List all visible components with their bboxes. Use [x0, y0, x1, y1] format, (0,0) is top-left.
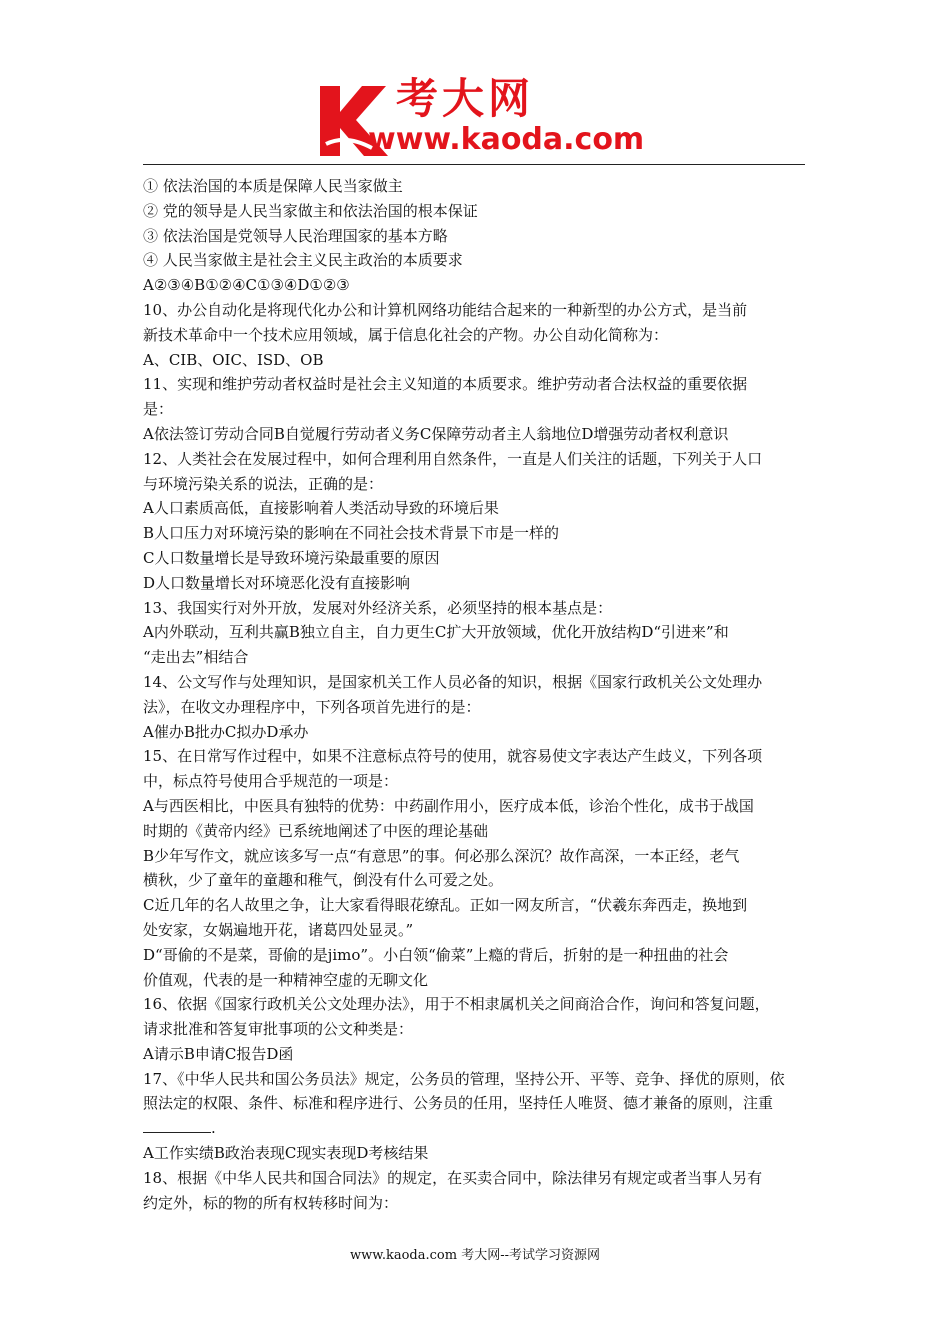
- text-line: 新技术革命中一个技术应用领域，属于信息化社会的产物。办公自动化简称为：: [143, 325, 669, 344]
- text-line: B少年写作文，就应该多写一点“有意思”的事。何必那么深沉？故作高深，一本正经，老气: [143, 846, 740, 865]
- blank-period: .: [211, 1119, 216, 1138]
- text-line: ③ 依法治国是党领导人民治理国家的基本方略: [143, 226, 448, 245]
- text-line: A②③④B①②④C①③④D①②③: [143, 276, 350, 295]
- text-line: ④ 人民当家做主是社会主义民主政治的本质要求: [143, 251, 463, 270]
- logo-brand-text: 考大网: [396, 74, 535, 123]
- text-line: 11、实现和维护劳动者权益时是社会主义知道的本质要求。维护劳动者合法权益的重要依据: [143, 375, 748, 394]
- fill-in-blank: [143, 1118, 211, 1133]
- text-line: 照法定的权限、条件、标准和程序进行、公务员的任用，坚持任人唯贤、德才兼备的原则，注重: [143, 1094, 774, 1113]
- text-line: 16、依据《国家行政机关公文处理办法》，用于不相隶属机关之间商洽合作，询问和答复问题，: [143, 995, 770, 1014]
- text-line: 15、在日常写作过程中，如果不注意标点符号的使用，就容易使文字表达产生歧义，下列各项: [143, 747, 763, 766]
- text-line: 法》，在收文办理程序中，下列各项首先进行的是：: [143, 697, 481, 716]
- text-line: A依法签订劳动合同B自觉履行劳动者义务C保障劳动者主人翁地位D增强劳动者权利意识: [143, 424, 729, 443]
- document-body: [143, 174, 807, 1215]
- kaoda-logo[interactable]: [316, 76, 646, 160]
- text-line: 价值观，代表的是一种精神空虚的无聊文化: [143, 970, 429, 989]
- text-line: 10、办公自动化是将现代化办公和计算机网络功能结合起来的一种新型的办公方式，是当前: [143, 300, 748, 319]
- text-line: D人口数量增长对环境恶化没有直接影响: [143, 573, 411, 592]
- text-line: 请求批准和答复审批事项的公文种类是：: [143, 1020, 414, 1039]
- text-line: B人口压力对环境污染的影响在不同社会技术背景下市是一样的: [143, 524, 560, 543]
- text-line: 处安家，女娲遍地开花，诸葛四处显灵。”: [143, 920, 414, 939]
- text-line: A、CIB、OIC、ISD、OB: [143, 350, 324, 369]
- text-line: 与环境污染关系的说法，正确的是：: [143, 474, 384, 493]
- text-line: C近几年的名人故里之争，让大家看得眼花缭乱。正如一网友所言，“伏羲东奔西走，换地到: [143, 896, 748, 915]
- text-line: A人口素质高低，直接影响着人类活动导致的环境后果: [143, 499, 499, 518]
- text-line: C人口数量增长是导致环境污染最重要的原因: [143, 548, 440, 567]
- text-line: A工作实绩B政治表现C现实表现D考核结果: [143, 1144, 429, 1163]
- header-divider: [143, 164, 805, 165]
- text-line: A内外联动，互利共赢B独立自主，自力更生C扩大开放领域，优化开放结构D“引进来”和: [143, 623, 729, 642]
- text-line: 时期的《黄帝内经》已系统地阐述了中医的理论基础: [143, 821, 489, 840]
- text-line: A催办B批办C拟办D承办: [143, 722, 309, 741]
- logo-url-text: www.kaoda.com: [368, 122, 645, 157]
- page-footer[interactable]: www.kaoda.com 考大网--考试学习资源网: [350, 1248, 600, 1263]
- text-line: 约定外，标的物的所有权转移时间为：: [143, 1193, 399, 1212]
- text-line: A与西医相比，中医具有独特的优势：中药副作用小，医疗成本低，诊治个性化，成书于战国: [143, 796, 754, 815]
- text-line: 横秋，少了童年的童趣和稚气，倒没有什么可爱之处。: [143, 871, 504, 890]
- text-line: ② 党的领导是人民当家做主和依法治国的根本保证: [143, 201, 478, 220]
- text-line: A请示B申请C报告D函: [143, 1044, 294, 1063]
- blank-line: [143, 1116, 807, 1141]
- text-line: 18、根据《中华人民共和国合同法》的规定，在买卖合同中，除法律另有规定或者当事人另有: [143, 1168, 763, 1187]
- text-line: ① 依法治国的本质是保障人民当家做主: [143, 177, 403, 195]
- text-line: 12、人类社会在发展过程中，如何合理利用自然条件，一直是人们关注的话题，下列关于人口: [143, 449, 763, 468]
- text-line: “走出去”相结合: [143, 648, 249, 667]
- text-line: 是：: [143, 400, 174, 419]
- text-line: 13、我国实行对外开放，发展对外经济关系，必须坚持的根本基点是：: [143, 598, 613, 617]
- text-line: 中，标点符号使用合乎规范的一项是：: [143, 772, 399, 791]
- text-line: D“哥偷的不是菜，哥偷的是jimo”。小白领“偷菜”上瘾的背后，折射的是一种扭曲的社会: [143, 945, 729, 964]
- text-line: 17、《中华人民共和国公务员法》规定，公务员的管理，坚持公开、平等、竞争、择优的原则，依: [143, 1069, 785, 1088]
- text-line: 14、公文写作与处理知识，是国家机关工作人员必备的知识，根据《国家行政机关公文处理办: [143, 672, 763, 691]
